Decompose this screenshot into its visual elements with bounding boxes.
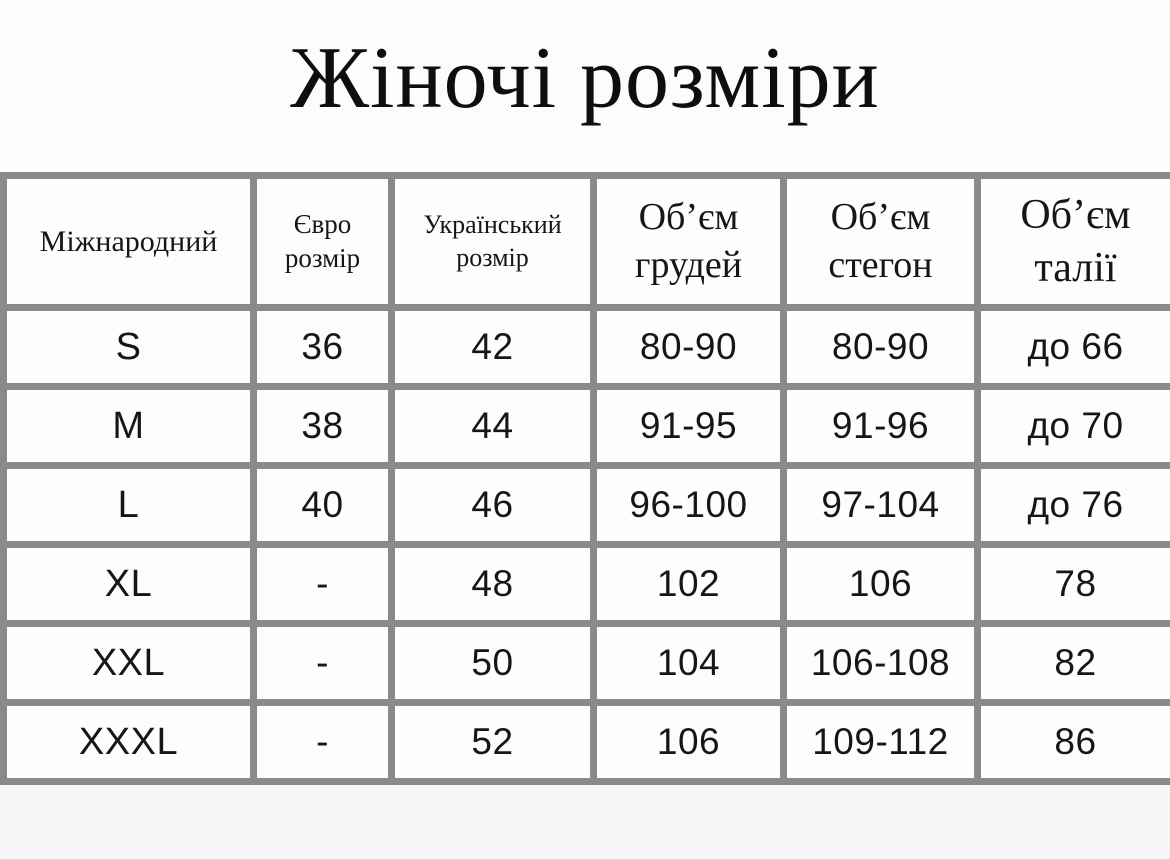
table-cell: 106-108	[784, 624, 978, 703]
table-row	[4, 624, 1170, 703]
table-cell: 96-100	[594, 466, 784, 545]
table-cell: S	[4, 308, 254, 387]
table-cell: 82	[978, 624, 1170, 703]
table-cell: 50	[392, 624, 594, 703]
table-cell: 106	[784, 545, 978, 624]
table-cell: 106	[594, 703, 784, 782]
table-cell: 38	[254, 387, 392, 466]
table-cell: до 76	[978, 466, 1170, 545]
table-cell: 97-104	[784, 466, 978, 545]
table-cell: до 70	[978, 387, 1170, 466]
table-cell: 44	[392, 387, 594, 466]
table-cell: 42	[392, 308, 594, 387]
table-cell: M	[4, 387, 254, 466]
table-cell: 102	[594, 545, 784, 624]
size-table	[0, 172, 1170, 785]
column-header: Об’єм стегон	[784, 176, 978, 308]
table-cell: до 66	[978, 308, 1170, 387]
column-header: Об’єм грудей	[594, 176, 784, 308]
size-table-body	[4, 308, 1170, 782]
table-cell: XXXL	[4, 703, 254, 782]
table-cell: XL	[4, 545, 254, 624]
table-cell: XXL	[4, 624, 254, 703]
header-row	[4, 176, 1170, 308]
table-row	[4, 308, 1170, 387]
column-header: Об’єм талії	[978, 176, 1170, 308]
table-cell: 52	[392, 703, 594, 782]
table-row	[4, 703, 1170, 782]
table-cell: -	[254, 624, 392, 703]
title-section	[0, 0, 1170, 172]
column-header: Міжнародний	[4, 176, 254, 308]
table-row	[4, 466, 1170, 545]
table-cell: 80-90	[784, 308, 978, 387]
column-header: Український розмір	[392, 176, 594, 308]
table-cell: 48	[392, 545, 594, 624]
table-cell: 78	[978, 545, 1170, 624]
table-cell: 86	[978, 703, 1170, 782]
column-header: Євро розмір	[254, 176, 392, 308]
page-title: Жіночі розміри	[290, 30, 880, 127]
table-cell: 91-96	[784, 387, 978, 466]
table-cell: 46	[392, 466, 594, 545]
table-cell: -	[254, 545, 392, 624]
table-row	[4, 387, 1170, 466]
table-cell: 104	[594, 624, 784, 703]
table-cell: 80-90	[594, 308, 784, 387]
table-cell: L	[4, 466, 254, 545]
table-cell: -	[254, 703, 392, 782]
table-cell: 109-112	[784, 703, 978, 782]
table-cell: 40	[254, 466, 392, 545]
table-cell: 91-95	[594, 387, 784, 466]
table-row	[4, 545, 1170, 624]
table-cell: 36	[254, 308, 392, 387]
